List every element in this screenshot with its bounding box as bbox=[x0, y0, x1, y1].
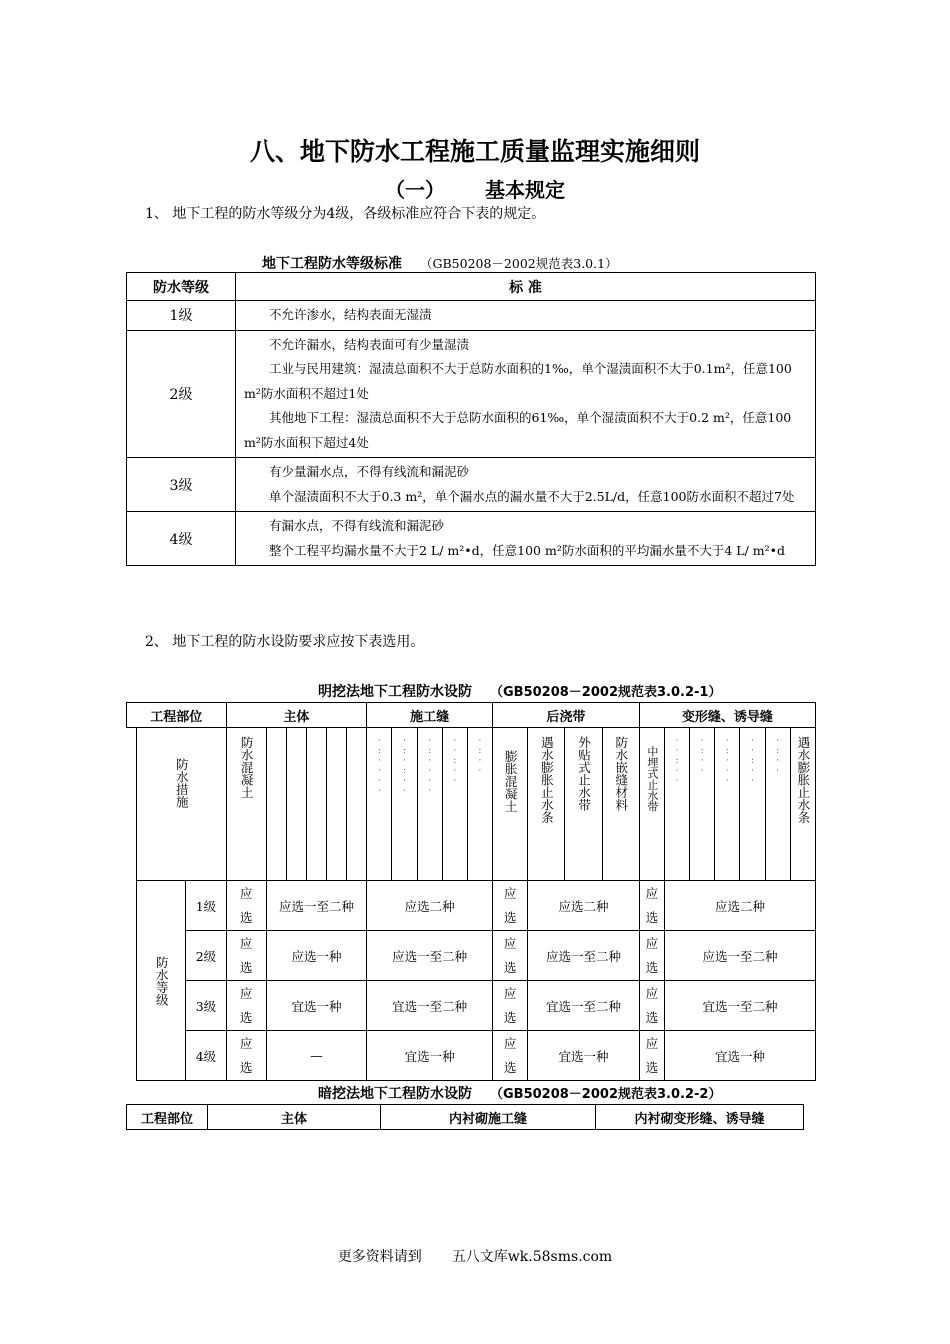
grade-label-cell bbox=[137, 881, 186, 1081]
table-row bbox=[127, 512, 816, 566]
joint-option-cell: 宜选一至二种 bbox=[367, 981, 493, 1031]
measure-text: 外贴式止水带 bbox=[576, 736, 592, 811]
measure-text: 遇水膨胀止水条 bbox=[795, 736, 811, 824]
illegible-measure: ·:·· bbox=[474, 736, 485, 776]
standard-cell bbox=[236, 301, 816, 331]
measure-cell bbox=[639, 728, 664, 881]
grade-cell: 3级 bbox=[127, 458, 236, 512]
illegible-measure: ··:·· bbox=[672, 736, 683, 786]
main-required-cell: 应选 bbox=[226, 881, 266, 931]
standard-line: 工业与民用建筑：湿渍总面积不大于总防水面积的1‰，单个湿渍面积不大于0.1m²，任意100 m²防水面积不超过1处 bbox=[244, 361, 792, 401]
illegible-measure: ·:·· bbox=[697, 736, 708, 776]
page-title: 八、地下防水工程施工质量监理实施细则 bbox=[249, 137, 700, 166]
paragraph-1: 1、 地下工程的防水等级分为4级，各级标准应符合下表的规定。 bbox=[145, 206, 546, 222]
standard-line: 不允许渗水，结构表面无湿渍 bbox=[269, 307, 432, 322]
header-standard: 标 准 bbox=[236, 273, 816, 301]
table3-title: 暗挖法地下工程防水设防 bbox=[318, 1086, 472, 1102]
main-option-cell: 宜选一种 bbox=[266, 981, 367, 1031]
table1-caption bbox=[262, 253, 618, 273]
paragraph-2: 2、 地下工程的防水设防要求应按下表选用。 bbox=[145, 634, 425, 650]
post-required-cell: 应选 bbox=[493, 931, 528, 981]
table-row bbox=[127, 931, 816, 981]
standard-cell bbox=[236, 330, 816, 458]
header-construction-joint: 施工缝 bbox=[367, 703, 493, 728]
table2-caption bbox=[318, 681, 721, 701]
def-option-cell: 应选一至二种 bbox=[664, 931, 815, 981]
measure-cell bbox=[226, 728, 266, 881]
table-row bbox=[127, 301, 816, 331]
joint-option-cell: 应选二种 bbox=[367, 881, 493, 931]
grade-cell: 4级 bbox=[127, 512, 236, 566]
section-heading bbox=[0, 174, 950, 203]
measure-text: 防水嵌缝材料 bbox=[613, 736, 629, 811]
standard-cell bbox=[236, 458, 816, 512]
footer-left: 更多资料请到 bbox=[337, 1249, 422, 1265]
section-label: 基本规定 bbox=[485, 178, 565, 202]
standard-cell bbox=[236, 512, 816, 566]
footer bbox=[0, 1246, 950, 1266]
table3-caption bbox=[318, 1083, 721, 1103]
standard-line: 单个湿渍面积不大于0.3 m²，单个漏水点的漏水量不大于2.5L/d，任意100防水面积不超过7处 bbox=[269, 488, 795, 504]
measure-cell bbox=[790, 728, 815, 881]
grade-label: 防水等级 bbox=[154, 955, 170, 1006]
main-option-cell: 应选一种 bbox=[266, 931, 367, 981]
standard-line: 不允许漏水，结构表面可有少量湿渍 bbox=[269, 336, 470, 352]
main-option-cell: 应选一至二种 bbox=[266, 881, 367, 931]
measure-label: 防水措施 bbox=[174, 758, 190, 808]
illegible-measure: ·:···· bbox=[424, 736, 435, 796]
measure-cell bbox=[602, 728, 639, 881]
header-grade: 防水等级 bbox=[127, 273, 236, 301]
grade-cell: 2级 bbox=[186, 931, 226, 981]
header-lining-deformation: 内衬砌变形缝、诱导缝 bbox=[596, 1105, 804, 1130]
table2-source: （GB50208－2002规范表3.0.2-1） bbox=[490, 685, 722, 700]
section-number: （一） bbox=[385, 178, 445, 202]
waterproof-grade-table bbox=[126, 272, 816, 566]
table-row bbox=[127, 330, 816, 458]
post-required-cell: 应选 bbox=[493, 1031, 528, 1081]
def-option-cell: 应选二种 bbox=[664, 881, 815, 931]
table-row bbox=[127, 1031, 816, 1081]
illegible-measure: ··:·· bbox=[747, 736, 758, 786]
measure-label-cell bbox=[137, 728, 227, 881]
illegible-measure: ·:···· bbox=[374, 736, 385, 796]
joint-option-cell: 宜选一种 bbox=[367, 1031, 493, 1081]
standard-line: 有少量漏水点，不得有线流和漏泥砂 bbox=[269, 464, 470, 479]
header-part: 工程部位 bbox=[127, 703, 227, 728]
table2-title: 明挖法地下工程防水设防 bbox=[318, 684, 472, 700]
main-option-cell: — bbox=[266, 1031, 367, 1081]
def-option-cell: 宜选一种 bbox=[664, 1031, 815, 1081]
illegible-measure: ··:·· bbox=[449, 736, 460, 786]
table-row bbox=[127, 981, 816, 1031]
header-post-pour-strip: 后浇带 bbox=[493, 703, 640, 728]
measure-cell bbox=[493, 728, 528, 881]
grade-cell: 4级 bbox=[186, 1031, 226, 1081]
measure-cell bbox=[565, 728, 602, 881]
illegible-measure: ·:·· bbox=[772, 736, 783, 776]
header-main: 主体 bbox=[208, 1105, 381, 1130]
main-required-cell: 应选 bbox=[226, 1031, 266, 1081]
post-option-cell: 宜选一至二种 bbox=[528, 981, 640, 1031]
header-part: 工程部位 bbox=[127, 1105, 208, 1130]
footer-link[interactable]: 五八文库wk.58sms.com bbox=[451, 1249, 613, 1265]
def-required-cell: 应选 bbox=[639, 1031, 664, 1081]
measure-cell bbox=[528, 728, 565, 881]
post-option-cell: 应选二种 bbox=[528, 881, 640, 931]
post-option-cell: 宜选一种 bbox=[528, 1031, 640, 1081]
grade-cell: 2级 bbox=[127, 330, 236, 458]
standard-line: 有漏水点，不得有线流和漏泥砂 bbox=[269, 518, 445, 533]
illegible-measure: ·:·:·· bbox=[399, 736, 410, 796]
post-required-cell: 应选 bbox=[493, 981, 528, 1031]
grade-cell: 1级 bbox=[127, 301, 236, 331]
main-required-cell: 应选 bbox=[226, 931, 266, 981]
post-required-cell: 应选 bbox=[493, 881, 528, 931]
def-option-cell: 宜选一至二种 bbox=[664, 981, 815, 1031]
joint-option-cell: 应选一至二种 bbox=[367, 931, 493, 981]
table1-title: 地下工程防水等级标准 bbox=[262, 256, 402, 272]
header-main: 主体 bbox=[226, 703, 367, 728]
def-required-cell: 应选 bbox=[639, 931, 664, 981]
table3-source: （GB50208－2002规范表3.0.2-2） bbox=[490, 1087, 722, 1102]
illegible-measure: ·:··· bbox=[722, 736, 733, 786]
main-required-cell: 应选 bbox=[226, 981, 266, 1031]
standard-line: 其他地下工程：湿渍总面积不大于总防水面积的61‰，单个湿渍面积不大于0.2 m²，任意100 m²防水面积下超过4处 bbox=[244, 410, 792, 450]
measure-text: 中埋式止水带 bbox=[645, 746, 659, 812]
def-required-cell: 应选 bbox=[639, 981, 664, 1031]
mined-method-table bbox=[126, 1104, 804, 1130]
table1-source: （GB50208－2002规范表3.0.1） bbox=[420, 256, 618, 271]
table-row bbox=[127, 881, 816, 931]
table-row bbox=[127, 458, 816, 512]
measure-text: 防水混凝土 bbox=[239, 736, 255, 799]
standard-line: 整个工程平均漏水量不大于2 L/ m²•d，任意100 m²防水面积的平均漏水量不大于4 L/ m²•d bbox=[269, 542, 785, 558]
measure-text: 膨胀混凝土 bbox=[503, 750, 519, 813]
open-cut-table bbox=[126, 702, 816, 1081]
grade-cell: 1级 bbox=[186, 881, 226, 931]
measure-text: 遇水膨胀止水条 bbox=[539, 736, 555, 824]
header-lining-joint: 内衬砌施工缝 bbox=[381, 1105, 596, 1130]
post-option-cell: 应选一至二种 bbox=[528, 931, 640, 981]
grade-cell: 3级 bbox=[186, 981, 226, 1031]
header-deformation-joint: 变形缝、诱导缝 bbox=[639, 703, 815, 728]
def-required-cell: 应选 bbox=[639, 881, 664, 931]
